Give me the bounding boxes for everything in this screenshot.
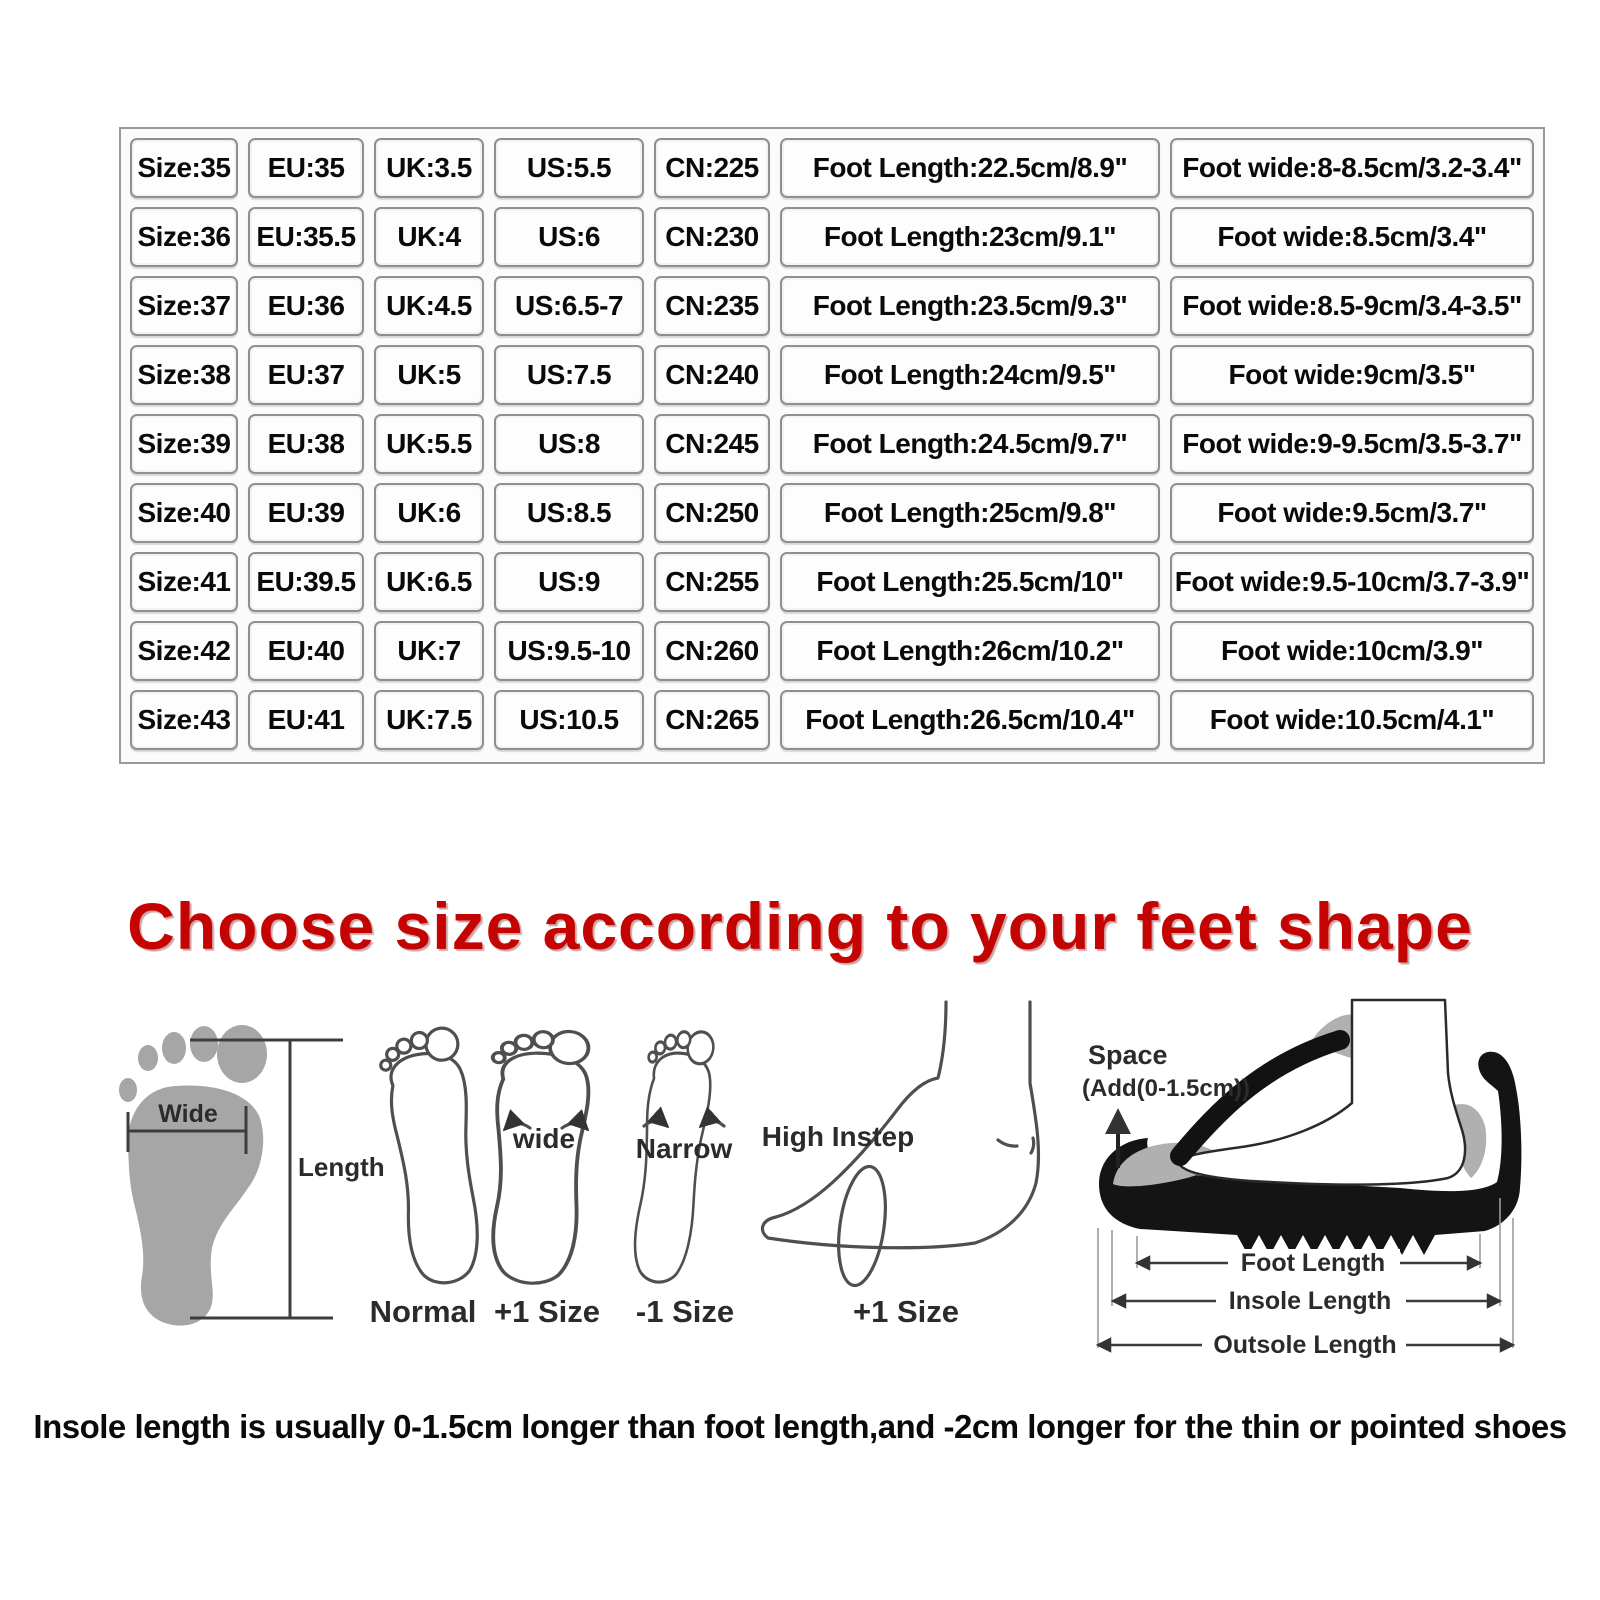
size-table-cell: Foot wide:9.5-10cm/3.7-3.9"	[1170, 552, 1534, 612]
foot-normal	[370, 1026, 486, 1329]
dimension-outsole-length	[1098, 1331, 1513, 1359]
size-table-cell: UK:7.5	[374, 690, 484, 750]
size-table-cell: EU:38	[248, 414, 364, 474]
footprint-figure	[119, 1025, 385, 1326]
size-table-cell: US:6	[494, 207, 644, 267]
size-table-cell: CN:250	[654, 483, 770, 543]
svg-text:Outsole Length: Outsole Length	[1213, 1331, 1397, 1359]
length-label: Length	[298, 1152, 385, 1182]
size-table-cell: Size:42	[130, 621, 238, 681]
size-table-cell: US:6.5-7	[494, 276, 644, 336]
size-table-cell: CN:230	[654, 207, 770, 267]
size-table-cell: EU:37	[248, 345, 364, 405]
size-table-cell: Size:36	[130, 207, 238, 267]
svg-text:Insole Length: Insole Length	[1228, 1287, 1392, 1315]
size-table-cell: UK:7	[374, 621, 484, 681]
size-table-cell: CN:260	[654, 621, 770, 681]
dimension-insole-length	[1113, 1287, 1500, 1315]
size-table-cell: EU:39.5	[248, 552, 364, 612]
size-table-cell: Size:41	[130, 552, 238, 612]
size-table-cell: Foot wide:8.5-9cm/3.4-3.5"	[1170, 276, 1534, 336]
size-table-cell: UK:4	[374, 207, 484, 267]
size-table-cell: Foot wide:8-8.5cm/3.2-3.4"	[1170, 138, 1534, 198]
size-table-cell: US:8.5	[494, 483, 644, 543]
size-table-cell: CN:240	[654, 345, 770, 405]
size-table-cell: UK:3.5	[374, 138, 484, 198]
size-table-cell: Foot Length:23.5cm/9.3"	[780, 276, 1160, 336]
size-table-cell: Size:38	[130, 345, 238, 405]
size-table-cell: UK:6	[374, 483, 484, 543]
feet-diagram	[100, 988, 1570, 1384]
size-table-cell: Foot wide:9cm/3.5"	[1170, 345, 1534, 405]
size-table-cell: US:7.5	[494, 345, 644, 405]
size-table-cell: Size:39	[130, 414, 238, 474]
size-table-cell: US:9	[494, 552, 644, 612]
size-table-cell: Size:43	[130, 690, 238, 750]
size-table-cell: Foot Length:24.5cm/9.7"	[780, 414, 1160, 474]
footnote-text: Insole length is usually 0-1.5cm longer than foot length,and -2cm longer for the thin or pointed shoes	[33, 1408, 1567, 1445]
size-table-cell: EU:40	[248, 621, 364, 681]
size-table-cell: Foot Length:23cm/9.1"	[780, 207, 1160, 267]
section-heading: Choose size according to your feet shape	[127, 889, 1473, 963]
size-table-cell: US:5.5	[494, 138, 644, 198]
size-table	[119, 127, 1545, 764]
space-label-line2: (Add(0-1.5cm))	[1082, 1075, 1251, 1102]
size-table-cell: UK:5	[374, 345, 484, 405]
size-table-cell: EU:36	[248, 276, 364, 336]
wide-label: Wide	[158, 1100, 218, 1128]
size-table-cell: Foot wide:10.5cm/4.1"	[1170, 690, 1534, 750]
size-table-cell: Foot Length:26cm/10.2"	[780, 621, 1160, 681]
size-table-cell: US:8	[494, 414, 644, 474]
foot-normal-label: Normal	[369, 1294, 477, 1329]
size-table-cell: Foot Length:24cm/9.5"	[780, 345, 1160, 405]
size-table-cell: Size:37	[130, 276, 238, 336]
shoe-cross-section	[1082, 1000, 1521, 1359]
size-table-cell: Foot Length:25.5cm/10"	[780, 552, 1160, 612]
foot-high-instep	[762, 1002, 1039, 1329]
size-table-cell: CN:245	[654, 414, 770, 474]
size-table-cell: CN:225	[654, 138, 770, 198]
size-table-cell: Foot Length:26.5cm/10.4"	[780, 690, 1160, 750]
dimension-foot-length	[1137, 1249, 1480, 1277]
size-table-cell: EU:35.5	[248, 207, 364, 267]
size-table-cell: CN:265	[654, 690, 770, 750]
size-table-cell: UK:6.5	[374, 552, 484, 612]
size-table-cell: Foot wide:9.5cm/3.7"	[1170, 483, 1534, 543]
size-table-cell: US:9.5-10	[494, 621, 644, 681]
foot-high-instep-annotation: High Instep	[761, 1121, 915, 1152]
space-label-line1: Space	[1088, 1040, 1168, 1070]
size-table-cell: Foot Length:22.5cm/8.9"	[780, 138, 1160, 198]
foot-wide	[477, 1026, 600, 1329]
size-table-cell: CN:255	[654, 552, 770, 612]
size-table-cell: Foot wide:10cm/3.9"	[1170, 621, 1534, 681]
size-table-cell: EU:39	[248, 483, 364, 543]
foot-narrow-annotation: Narrow	[635, 1133, 733, 1164]
size-table-cell: UK:5.5	[374, 414, 484, 474]
size-table-cell: UK:4.5	[374, 276, 484, 336]
svg-text:Foot Length: Foot Length	[1240, 1249, 1386, 1277]
size-table-cell: Size:35	[130, 138, 238, 198]
size-table-cell: Foot wide:8.5cm/3.4"	[1170, 207, 1534, 267]
size-table-cell: EU:41	[248, 690, 364, 750]
size-table-cell: Foot Length:25cm/9.8"	[780, 483, 1160, 543]
size-table-cell: CN:235	[654, 276, 770, 336]
foot-narrow	[622, 1026, 735, 1329]
size-table-cell: EU:35	[248, 138, 364, 198]
size-table-cell: Foot wide:9-9.5cm/3.5-3.7"	[1170, 414, 1534, 474]
size-table-cell: US:10.5	[494, 690, 644, 750]
foot-wide-label: +1 Size	[494, 1294, 600, 1329]
size-table-cell: Size:40	[130, 483, 238, 543]
foot-wide-annotation: wide	[512, 1123, 576, 1154]
foot-high-instep-label: +1 Size	[853, 1294, 959, 1329]
foot-narrow-label: -1 Size	[635, 1294, 735, 1329]
